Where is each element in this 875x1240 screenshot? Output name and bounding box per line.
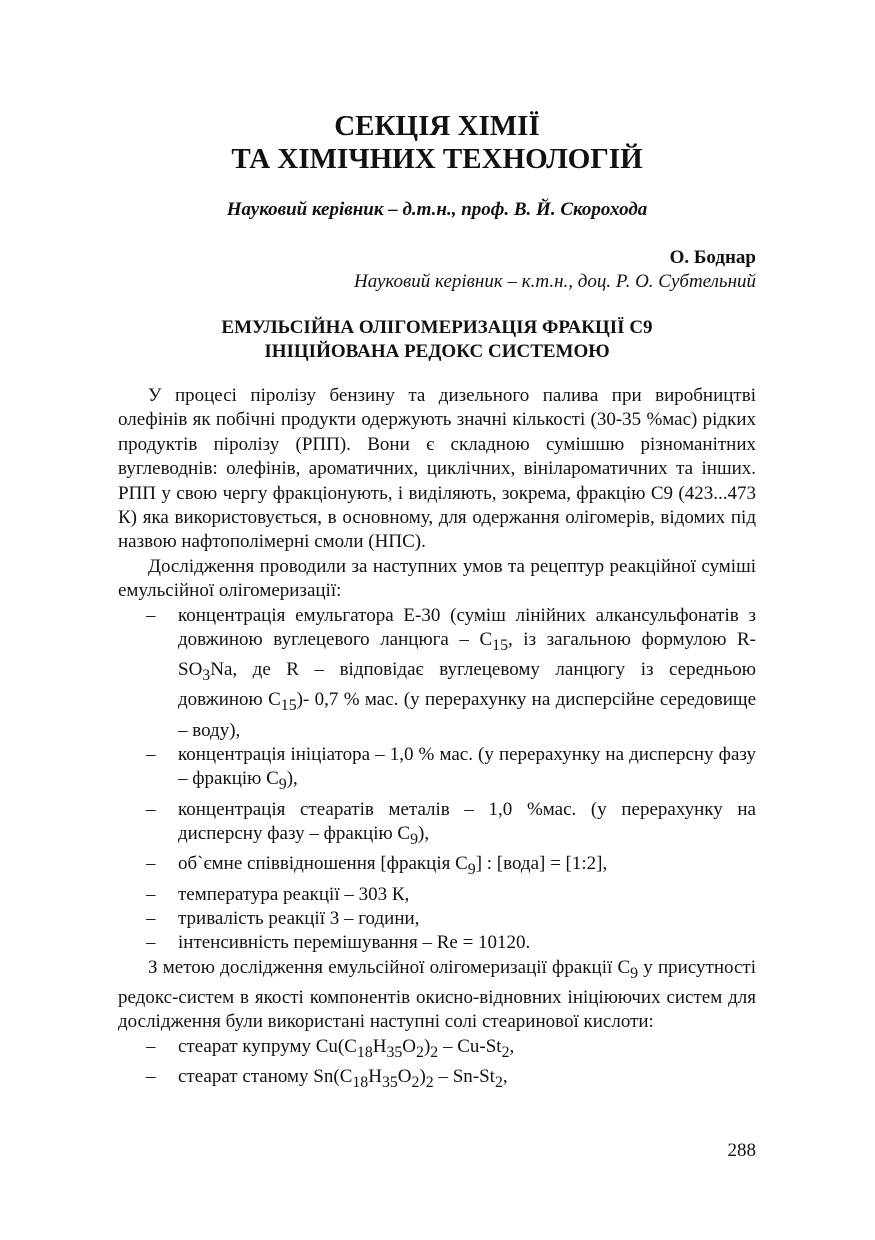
list-item: – температура реакції – 303 К, (178, 883, 756, 907)
paper-title (118, 316, 756, 364)
paper-title-line1: ЕМУЛЬСІЙНА ОЛІГОМЕРИЗАЦІЯ ФРАКЦІЇ С9 (221, 317, 653, 338)
dash-bullet: – (146, 798, 156, 820)
dash-bullet: – (146, 1065, 156, 1087)
list-item: – концентрація ініціатора – 1,0 % мас. (у перерахунку на дисперсну фазу – фракцію $С_9$), (146, 744, 756, 794)
dash-bullet: – (146, 604, 156, 626)
list-item: – тривалість реакції 3 – години, (178, 907, 756, 931)
list-item: – концентрація стеаратів металів – 1,0 %мас. (у перерахунку на дисперсну фазу – фракцію $С_9$), (146, 798, 756, 848)
paragraph-1: У процесі піролізу бензину та дизельного палива при виробництві олефінів як побічні продукти одержують значні кількості (30-35 %мас) рідких продуктів піролізу (РПП). Вони є складною сумішшю різноманітних вуглеводнів: олефінів, ароматичних, циклічних, вінілароматичних та інших. РПП у свою чергу фракціонують, і виділяють, зокрема, фракцію С9 (423...473 К) яка використовується, в основному, для одержання олігомерів, відомих під назвою нафтополімерні смоли (НПС). (118, 385, 756, 553)
dash-bullet: – (146, 744, 156, 766)
section-title-line1: СЕКЦІЯ ХІМІЇ (334, 110, 540, 142)
paper-title-line2: ІНІЦІЙОВАНА РЕДОКС СИСТЕМОЮ (264, 341, 610, 362)
stearates-list (118, 1035, 756, 1095)
list-item: – об`ємне співвідношення [фракція $С_9$] : [вода] = [1:2], (146, 853, 608, 879)
author-name: О. Боднар (669, 247, 756, 268)
list-item: – концентрація емульгатора Е-30 (суміш лінійних алкансульфонатів з довжиною вуглецевого ланцюга – $С_{15}$, із загальною формулою $R-SO_3Na$, де R – відповідає вуглецевому ланцюгу із середньою довжиною $С_{15})-$ 0,7 % мас. (у перерахунку на дисперсійне середовище – воду), (146, 604, 757, 741)
list-item: – інтенсивність перемішування – Re = 10120. (178, 931, 756, 955)
conditions-list (118, 604, 756, 956)
paragraph-3: З метою дослідження емульсійної олігомеризації фракції $С_9$ у присутності редокс-систем в якості компонентів окисно-відновних ініціюючих систем для дослідження були використані наступні солі стеаринової кислоти: (118, 956, 756, 1033)
list-item: – стеарат купруму $Cu(C_{18}H_{35}O_2)_2 - Cu-St_2$, (146, 1035, 515, 1061)
page-number: 288 (727, 1140, 756, 1161)
section-title (118, 110, 756, 176)
dash-bullet: – (146, 883, 156, 905)
dash-bullet: – (146, 853, 156, 875)
page-content (118, 110, 756, 1095)
list-item: – стеарат станому $Sn(C_{18}H_{35}O_2)_2 - Sn-St_2$, (146, 1065, 508, 1091)
author-supervisor: Науковий керівник – к.т.н., доц. Р. О. Субтельний (353, 271, 756, 292)
dash-bullet: – (146, 907, 156, 929)
section-title-line2: ТА ХІМІЧНИХ ТЕХНОЛОГІЙ (231, 143, 643, 175)
paragraph-2: Дослідження проводили за наступних умов та рецептур реакційної суміші емульсійної олігомеризації: (118, 555, 756, 602)
article-body (118, 384, 756, 1095)
dash-bullet: – (146, 1035, 156, 1057)
section-supervisor: Науковий керівник – д.т.н., проф. В. Й. Скорохода (226, 199, 648, 220)
dash-bullet: – (146, 932, 156, 954)
